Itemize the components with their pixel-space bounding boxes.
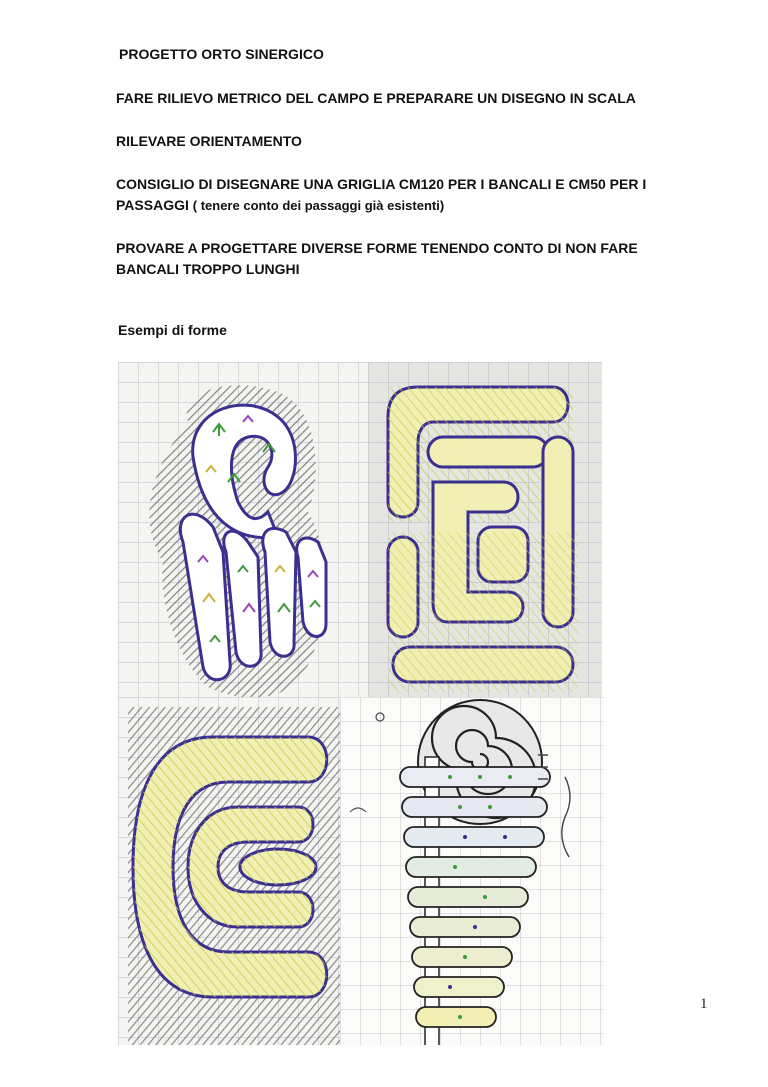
grid-advice-main: CONSIGLIO DI DISEGNARE UNA GRIGLIA CM120 PER I BANCALI E CM50 PER I PASSAGGI <box>116 176 647 213</box>
page-number: 1 <box>700 996 708 1012</box>
survey-instruction: FARE RILIEVO METRICO DEL CAMPO E PREPARARE UN DISEGNO IN SCALA <box>116 90 636 106</box>
grid-advice <box>116 174 676 216</box>
examples-label: Esempi di forme <box>118 322 227 338</box>
shapes-advice: PROVARE A PROGETTARE DIVERSE FORME TENENDO CONTO DI NON FARE BANCALI TROPPO LUNGHI <box>116 240 638 277</box>
grid-advice-note: ( tenere conto dei passaggi già esistenti) <box>192 198 445 213</box>
document-body <box>116 44 676 302</box>
example-drawing-spiral-with-finger-beds <box>340 697 604 1045</box>
document-title: PROGETTO ORTO SINERGICO <box>119 46 324 62</box>
orientation-instruction: RILEVARE ORIENTAMENTO <box>116 133 302 149</box>
example-drawing-square-spiral-beds <box>368 362 602 697</box>
example-drawing-nested-c-beds <box>118 697 340 1045</box>
example-drawing-keyhole-beds <box>118 362 368 697</box>
